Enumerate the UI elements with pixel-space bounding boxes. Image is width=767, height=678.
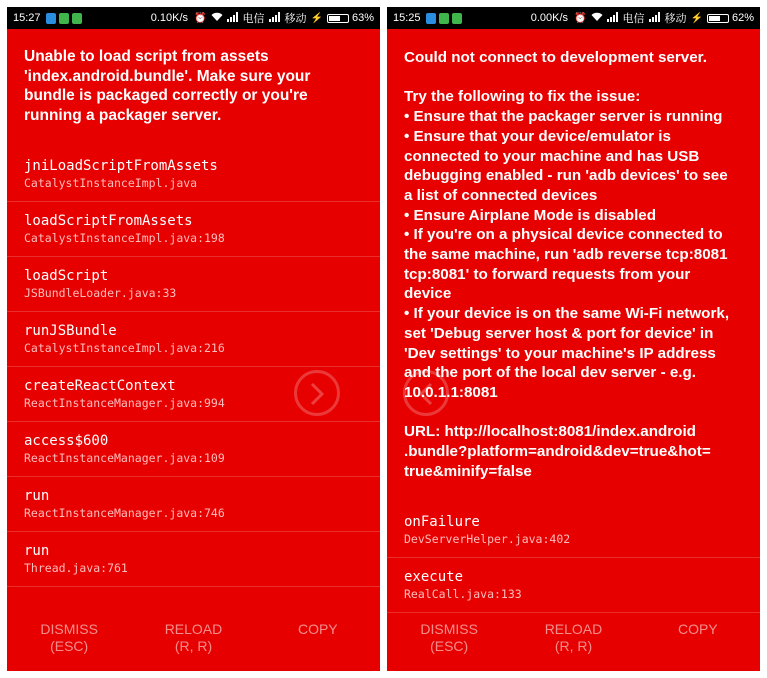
status-time: 15:25 (393, 12, 421, 24)
app-notification-icon (72, 13, 82, 24)
network-speed: 0.10K/s (150, 12, 189, 24)
frame-file: Thread.java:761 (24, 560, 128, 575)
reload-button[interactable]: RELOAD (R, R) (164, 621, 223, 654)
stack-frame[interactable] (387, 558, 760, 613)
carrier-name-1: 电信 (622, 13, 645, 25)
network-speed: 0.00K/s (530, 12, 569, 24)
frame-file: JSBundleLoader.java:33 (24, 285, 177, 300)
stack-frame[interactable] (7, 202, 380, 257)
cell-signal-icon (607, 12, 619, 25)
frame-method: loadScript (24, 267, 109, 284)
chevron-right-circle-icon[interactable] (294, 370, 340, 416)
frame-method: runJSBundle (24, 322, 117, 339)
app-notification-icon (59, 13, 69, 24)
stack-trace (387, 503, 760, 613)
frame-file: ReactInstanceManager.java:746 (24, 505, 225, 520)
status-bar (387, 7, 760, 29)
copy-button[interactable]: COPY (297, 621, 338, 637)
carrier-name-2: 移动 (284, 13, 307, 25)
stack-frame[interactable] (7, 422, 380, 477)
dismiss-button[interactable]: DISMISS (ESC) (40, 621, 98, 654)
app-notification-icon (439, 13, 449, 24)
copy-button[interactable]: COPY (677, 621, 718, 637)
alarm-icon: ⏰ (194, 12, 207, 24)
frame-method: loadScriptFromAssets (24, 212, 193, 229)
charging-bolt-icon: ⚡ (690, 12, 703, 24)
battery-percent: 62% (731, 12, 754, 24)
stack-frame[interactable] (7, 477, 380, 532)
status-time: 15:27 (13, 12, 41, 24)
battery-icon (707, 14, 729, 23)
wifi-icon (211, 12, 223, 25)
wifi-icon (591, 12, 603, 25)
frame-file: CatalystInstanceImpl.java (24, 175, 198, 190)
frame-file: CatalystInstanceImpl.java:216 (24, 340, 225, 355)
stack-frame[interactable] (7, 257, 380, 312)
stack-frame[interactable] (387, 503, 760, 558)
redbox-actions (387, 621, 760, 655)
frame-file: CatalystInstanceImpl.java:198 (24, 230, 225, 245)
frame-method: execute (404, 569, 464, 586)
frame-file: DevServerHelper.java:402 (404, 532, 571, 547)
battery-percent: 63% (351, 12, 374, 24)
dismiss-button[interactable]: DISMISS (ESC) (420, 621, 478, 654)
frame-method: run (24, 542, 50, 559)
cell-signal-icon (227, 12, 239, 25)
stack-frame[interactable] (7, 532, 380, 587)
charging-bolt-icon: ⚡ (310, 12, 323, 24)
cell-signal-icon (649, 12, 661, 25)
chevron-left-circle-icon[interactable] (403, 370, 449, 416)
error-message: Could not connect to development server. Try the following to fix the issue: • Ensure that the packager server is running • Ensure that your device/emulator is connected to your machine and has USB debugging enabled - run 'adb devices' to see a list of connected devices • Ensure Airplane Mode is disabled • If you're on a physical device connected to the same machine, run 'adb reverse tcp:8081 tcp:8081' to forward requests from your device • If your device is on the same Wi-Fi network, set 'Debug server host & port for device' in 'Dev settings' to your machine's IP address and the port of the local dev server - e.g. 10.0.1.1:8081 URL: http://localhost:8081/index.android .bundle?platform=android&dev=true&hot= true&minify=false (404, 49, 730, 480)
app-notification-icon (46, 13, 56, 24)
frame-method: createReactContext (24, 377, 176, 394)
stack-frame[interactable] (7, 147, 380, 202)
stack-frame[interactable] (7, 312, 380, 367)
frame-method: access$600 (24, 432, 109, 449)
cell-signal-icon (269, 12, 281, 25)
alarm-icon: ⏰ (574, 12, 587, 24)
frame-method: onFailure (404, 514, 480, 531)
left-redbox-screen (7, 7, 380, 671)
carrier-name-1: 电信 (242, 13, 265, 25)
status-bar (7, 7, 380, 29)
frame-method: jniLoadScriptFromAssets (24, 157, 218, 174)
app-notification-icon (426, 13, 436, 24)
frame-file: ReactInstanceManager.java:994 (24, 395, 225, 410)
app-notification-icon (452, 13, 462, 24)
right-redbox-screen (387, 7, 760, 671)
carrier-name-2: 移动 (664, 13, 687, 25)
frame-file: RealCall.java:133 (404, 587, 522, 602)
stack-trace (7, 147, 380, 587)
reload-button[interactable]: RELOAD (R, R) (544, 621, 603, 654)
battery-icon (327, 14, 349, 23)
frame-file: ReactInstanceManager.java:109 (24, 450, 225, 465)
redbox-actions (7, 621, 380, 655)
frame-method: run (24, 487, 50, 504)
error-message: Unable to load script from assets 'index.android.bundle'. Make sure your bundle is packaged correctly or you're running a packager server. (24, 48, 311, 125)
